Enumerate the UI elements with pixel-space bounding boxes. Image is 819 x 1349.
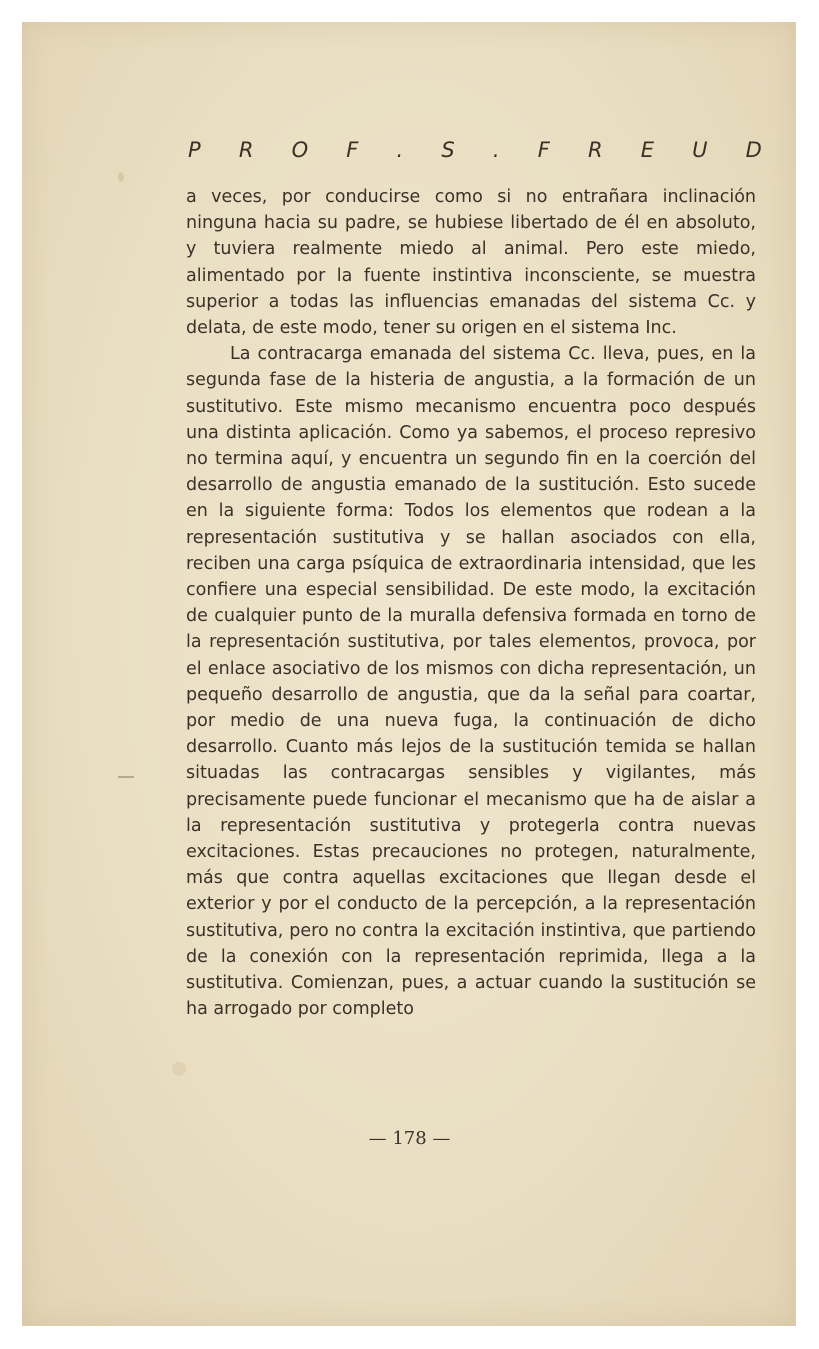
running-head-letter: E <box>640 138 654 162</box>
running-head <box>188 138 762 162</box>
paragraph: a veces, por conducirse como si no entrañara inclinación ninguna hacia su padre, se hubiese libertado de él en absoluto, y tuviera realmente miedo al animal. Pero este miedo, alimentado por la fuente instintiva inconsciente, se muestra superior a todas las influencias emanadas del sistema Cc. y delata, de este modo, tener su origen en el sistema Inc. <box>186 187 756 339</box>
running-head-letter: R <box>238 138 254 162</box>
paper-stain <box>118 172 124 182</box>
paragraph: La contracarga emanada del sistema Cc. lleva, pues, en la segunda fase de la histeria de angustia, a la formación de un sustitutivo. Este mismo mecanismo encuentra poco después una distinta aplicación. Como ya sabemos, el proceso represivo no termina aquí, y encuentra un segundo fin en la coerción del desarrollo de angustia emanado de la sustitución. Esto sucede en la siguiente forma: Todos los elementos que rodean a la representación sustitutiva y se hallan asociados con ella, reciben una carga psíquica de extraordinaria intensidad, que les confiere una especial sensibilidad. De este modo, la excitación de cualquier punto de la muralla defensiva formada en torno de la representación sustitutiva, por tales elementos, provoca, por el enlace asociativo de los mismos con dicha representación, un pequeño desarrollo de angustia, que da la señal para coartar, por medio de una nueva fuga, la continuación de dicho desarrollo. Cuanto más lejos de la sustitución temida se hallan situadas las contracargas sensibles y vigilantes, más precisamente puede funcionar el mecanismo que ha de aislar a la representación sustitutiva y protegerla contra nuevas excitaciones. Estas precauciones no protegen, naturalmente, más que contra aquellas excitaciones que llegan desde el exterior y por el conducto de la percepción, a la representación sustitutiva, pero no contra la excitación instintiva, que partiendo de la conexión con la representación reprimida, llega a la sustitutiva. Comienzan, pues, a actuar cuando la sustitución se ha arrogado por completo <box>186 344 756 1020</box>
margin-pencil-mark <box>118 776 134 778</box>
paper-stain <box>172 1062 186 1076</box>
running-head-letter: S <box>441 138 455 162</box>
running-head-letter: F <box>537 138 550 162</box>
running-head-letter: U <box>692 138 708 162</box>
running-head-letter: . <box>492 138 500 162</box>
running-head-letter: P <box>188 138 201 162</box>
running-head-letter: R <box>587 138 603 162</box>
body-text <box>186 184 756 1023</box>
running-head-letter: F <box>346 138 359 162</box>
running-head-letter: D <box>745 138 762 162</box>
running-head-letter: O <box>291 138 309 162</box>
running-head-letter: . <box>396 138 404 162</box>
page-number: — 178 — <box>368 1128 451 1149</box>
